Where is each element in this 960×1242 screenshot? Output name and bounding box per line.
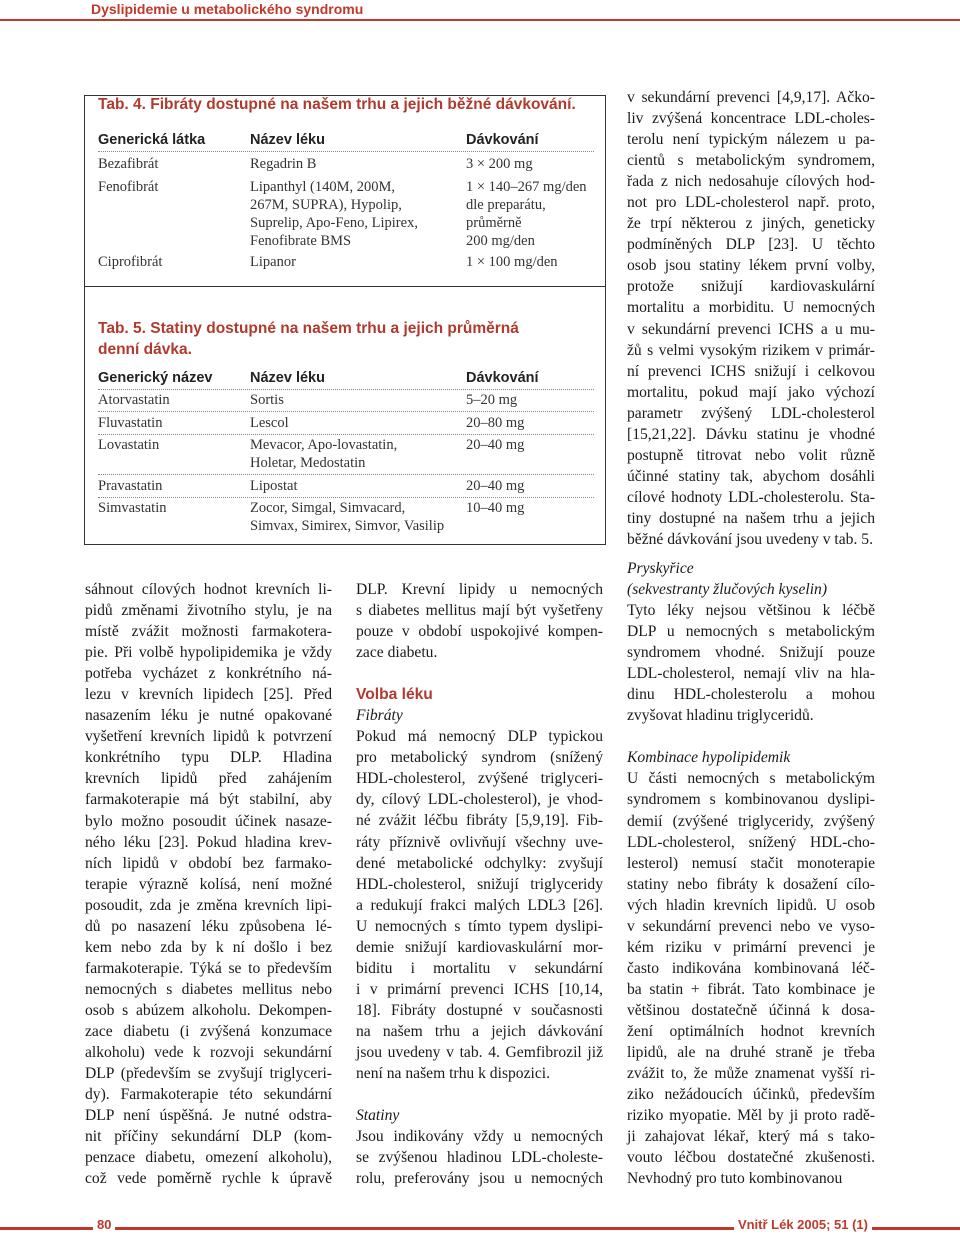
text-line: pie. Při volbě hypolipidemika je vždy	[85, 644, 332, 662]
text-line: podmíněných DLP [23]. U těchto	[627, 236, 875, 254]
text-line: osob jsou statiny lékem první volby,	[627, 257, 875, 275]
text-line: statiny nebo fibráty k dosažení cílo-	[627, 875, 875, 893]
text-line: často indikována kombinovaná léč-	[627, 959, 875, 977]
text-line: Jsou indikovány vždy u nemocných	[356, 1128, 603, 1146]
text-line: DLP. Krevní lipidy u nemocných	[356, 581, 603, 598]
text-line: i v primární prevenci ICHS [10,14,	[356, 980, 603, 998]
table5-title: Tab. 5. Statiny dostupné na našem trhu a jejich průměrná denní dávka.	[98, 320, 519, 358]
text-line: demie snižují kardiovaskulární mor-	[356, 938, 603, 956]
text-line: syndromem s kombinovanou dyslipi-	[627, 791, 875, 809]
text-line: řada z nich nedosahuje cílových hod-	[627, 173, 875, 191]
text-line: dinu HDL-cholesterolu a mohou	[627, 686, 875, 704]
table4-separator	[98, 151, 594, 152]
text-line: cientů s metabolickým syndromem,	[627, 152, 875, 170]
table5-row-separator	[98, 434, 594, 435]
table4-cell: Ciprofibrát	[98, 254, 163, 270]
running-header	[0, 0, 960, 20]
subheading-fibraty: Fibráty	[356, 707, 403, 725]
text-line: penzace diabetu, omezení alkoholu),	[85, 1149, 332, 1167]
table5-cell: Atorvastatin	[98, 392, 170, 408]
table5-cell: Simvastatin	[98, 500, 167, 516]
text-line: účinné statiny tak, abychom dosáhli	[627, 467, 875, 485]
text-line: DLP u nemocných s metabolickým	[627, 623, 875, 641]
text-line: vých hladin krevních lipidů. U osob	[627, 896, 875, 914]
text-line: nemocných s diabetes mellitus nebo	[85, 980, 332, 998]
table5-cell: 20–80 mg	[466, 415, 525, 431]
text-line: mortalitu a morbiditu. U nemocných	[627, 299, 875, 317]
text-line: dené metabolické odchylky: zvyšují	[356, 854, 603, 872]
subheading-statiny: Statiny	[356, 1107, 400, 1125]
table4-cell: Fenofibrát	[98, 179, 159, 195]
tables-box	[84, 95, 606, 545]
paragraph-gap	[356, 1084, 603, 1105]
text-line: žení optimálních hodnot krevních	[627, 1022, 875, 1040]
text-line: jsou uvedeny v tab. 4. Gemfibrozil již	[356, 1043, 603, 1061]
text-line: posoudit, zda je změna krevních lipi-	[85, 896, 332, 914]
text-line: ráty příznivě ovlivňují všechny uve-	[356, 833, 603, 851]
text-line: rolu, preferovány jsou u nemocných	[356, 1170, 603, 1188]
table4-header-col1: Generická látka	[98, 132, 206, 148]
text-line: zvyšovat hladinu triglyceridů.	[627, 707, 814, 725]
text-line: kém riziku v primární prevenci je	[627, 938, 875, 956]
table5-header-col1: Generický název	[98, 370, 213, 386]
text-line: lipidů, ale na druhé straně je třeba	[627, 1044, 875, 1062]
text-line: zvážit to, že může znamenat vyšší ri-	[627, 1065, 875, 1083]
table5-cell: Lovastatin	[98, 437, 160, 453]
text-line: v sekundární prevenci [4,9,17]. Ačko-	[627, 89, 875, 106]
table5-cell: 20–40 mg	[466, 437, 525, 453]
text-line: potřeba vycházet z konkrétního ná-	[85, 665, 332, 683]
text-line: nit příčiny sekundární DLP (kom-	[85, 1128, 332, 1146]
text-line: pidů změnami životního stylu, je na	[85, 602, 332, 620]
text-line: cílové hodnoty LDL-cholesterolu. Sta-	[627, 488, 875, 506]
table5-cell: 10–40 mg	[466, 500, 525, 516]
text-line: se zvýšenou hladinou LDL-choleste-	[356, 1149, 603, 1167]
table5-cell: Zocor, Simgal, Simvacard, Simvax, Simirex, Simvor, Vasilip	[250, 500, 445, 534]
text-line: Pokud má nemocný DLP typickou	[356, 728, 603, 746]
subheading-sekvestranty: (sekvestranty žlučových kyselin)	[627, 581, 828, 599]
text-line: parametr zvýšený LDL-cholesterol	[627, 404, 875, 422]
text-line: vouto léčbou dostatečné zkušenosti.	[627, 1149, 875, 1167]
table5-cell: Fluvastatin	[98, 415, 163, 431]
subheading-kombinace: Kombinace hypolipidemik	[627, 749, 791, 767]
text-line: konkrétního typu DLP. Hladina	[85, 749, 332, 767]
text-line: not pro LDL-cholesterol např. proto,	[627, 194, 875, 212]
text-line: biditu i mortalitu v sekundární	[356, 959, 603, 977]
paragraph-gap	[627, 726, 875, 747]
text-line: LDL-cholesterol, nemají vliv na hla-	[627, 665, 875, 683]
text-line: DLP není úspěšná. Je nutné odstra-	[85, 1107, 332, 1125]
running-header-title: Dyslipidemie u metabolického syndromu	[91, 1, 364, 17]
text-line: žů s velmi vysokým rizikem v primár-	[627, 341, 875, 359]
text-column-right-top	[627, 87, 875, 550]
text-line: bylo možno posoudit účinek nasaze-	[85, 812, 332, 830]
text-line: [15,21,22]. Dávku statinu je vhodné	[627, 425, 875, 443]
text-line: lezu v krevních lipidech [25]. Před	[85, 686, 332, 704]
table5-cell: Lescol	[250, 415, 289, 431]
text-line: ného léku [23]. Pokud hladina krev-	[85, 833, 332, 851]
text-line: zace diabetu (i zvýšená konzumace	[85, 1022, 332, 1040]
text-column-2	[356, 579, 603, 1189]
text-line: né zvážit léčbu fibráty [5,9,19]. Fib-	[356, 812, 603, 830]
text-line: syndromem vhodné. Snižují pouze	[627, 644, 875, 662]
text-line: U nemocných s tímto typem dyslipi-	[356, 917, 603, 935]
text-line: v sekundární prevenci ICHS a u mu-	[627, 320, 875, 338]
text-line: většinou dostatečně účinná k dosa-	[627, 1001, 875, 1019]
table5-row-separator	[98, 411, 594, 412]
text-line: lesterol) nemusí stačit monoterapie	[627, 854, 875, 872]
page-number: 80	[93, 1217, 115, 1232]
table4-cell: 3 × 200 mg	[466, 156, 533, 172]
text-line: ních lipidů v období bez farmako-	[85, 854, 332, 872]
table5-header-col2: Název léku	[250, 370, 325, 386]
text-line: farmakoterapie má být stabilní, aby	[85, 791, 332, 809]
text-line: není na našem trhu k dispozici.	[356, 1065, 551, 1083]
table4-cell: Lipanor	[250, 254, 296, 270]
text-line: pouze v období uspokojivé kompen-	[356, 623, 603, 641]
table4-cell: 1 × 140–267 mg/den dle preparátu, průměrně 200 mg/den	[466, 179, 587, 249]
table5-cell: Sortis	[250, 392, 284, 408]
table5-separator	[98, 389, 594, 390]
text-line: terapie výrazně kolísá, není možné	[85, 875, 332, 893]
text-line: protože snižují kardiovaskulární	[627, 278, 875, 296]
text-line: Nevhodný pro tuto kombinovanou	[627, 1170, 843, 1188]
text-line: riziko myopatie. Měl by ji proto radě-	[627, 1107, 875, 1125]
text-line: ji zahajovat lékař, který má s tako-	[627, 1128, 875, 1146]
table4-header-col3: Dávkování	[466, 132, 539, 148]
text-line: terolu není typickým nálezem u pa-	[627, 131, 875, 149]
text-line: U části nemocných s metabolickým	[627, 770, 875, 788]
text-line: alkoholu) vede k rozvoji sekundární	[85, 1044, 332, 1062]
text-line: DLP (především se zvyšují triglyceri-	[85, 1065, 332, 1083]
table5-cell: Lipostat	[250, 478, 298, 494]
subheading-pryskyrice: Pryskyřice	[627, 560, 694, 577]
text-line: což vede poměrně rychle k úpravě	[85, 1170, 332, 1188]
text-line: farmakoterapie. Týká se to především	[85, 959, 332, 977]
text-line: a redukují frakci malých LDL3 [26].	[356, 896, 603, 914]
text-line: v sekundární prevenci nebo ve vyso-	[627, 917, 875, 935]
text-line: HDL-cholesterol, snižují triglyceridy	[356, 875, 603, 893]
text-line: pro metabolický syndrom (snížený	[356, 749, 603, 767]
text-line: ziko nežádoucích účinků, především	[627, 1086, 875, 1104]
text-line: s diabetes mellitus mají být vyšetřeny	[356, 602, 603, 620]
text-line: místě zvážit možnosti farmakotera-	[85, 623, 332, 641]
table5-row-separator	[98, 497, 594, 498]
text-line: kem nebo zda by k ní došlo i bez	[85, 938, 332, 956]
table4-cell: Lipanthyl (140M, 200M, 267M, SUPRA), Hypolip, Suprelip, Apo-Feno, Lipirex, Fenofibrate BMS	[250, 179, 418, 249]
text-line: běžné dávkování jsou uvedeny v tab. 5.	[627, 530, 873, 548]
text-line: ba statin + fibrát. Tato kombinace je	[627, 980, 875, 998]
running-header-rule	[0, 19, 960, 21]
text-line: liv zvýšená koncentrace LDL-choles-	[627, 110, 875, 128]
table4-title: Tab. 4. Fibráty dostupné na našem trhu a jejich běžné dávkování.	[98, 96, 576, 113]
text-line: osob s abúzem alkoholu. Dekompen-	[85, 1001, 332, 1019]
text-line: Tyto léky nejsou většinou k léčbě	[627, 602, 875, 620]
table5-row-separator	[98, 474, 594, 475]
table5-header-col3: Dávkování	[466, 370, 539, 386]
text-line: postupně titrovat nebo volit různě	[627, 446, 875, 464]
text-line: na našem trhu a jejich dávkování	[356, 1022, 603, 1040]
text-line: vyšetření krevních lipidů k potvrzení	[85, 728, 332, 746]
text-line: tiny dostupné na našem trhu a jejich	[627, 509, 875, 527]
text-line: HDL-cholesterol, zvýšené triglyceri-	[356, 770, 603, 788]
table5-cell: 20–40 mg	[466, 478, 525, 494]
section-heading-volba-leku: Volba léku	[356, 686, 433, 704]
table4-header-col2: Název léku	[250, 132, 325, 148]
text-line: 18]. Fibráty dostupné v současnosti	[356, 1001, 603, 1019]
table5-cell: Mevacor, Apo-lovastatin, Holetar, Medostatin	[250, 437, 398, 471]
text-line: dů po nasazení léku způsobena lé-	[85, 917, 332, 935]
text-line: LDL-cholesterol, snížený HDL-cho-	[627, 833, 875, 851]
journal-citation: Vnitř Lék 2005; 51 (1)	[734, 1217, 872, 1232]
text-line: zace diabetu.	[356, 644, 438, 662]
text-line: ní prevenci ICHS snižují i celkovou	[627, 362, 875, 380]
text-line: že trpí některou z jiných, geneticky	[627, 215, 875, 233]
text-line: sáhnout cílových hodnot krevních li-	[85, 581, 332, 598]
text-column-3	[627, 558, 875, 1189]
text-column-1	[85, 579, 332, 1189]
paragraph-gap	[356, 663, 603, 684]
text-line: demií (zvýšené triglyceridy, zvýšený	[627, 812, 875, 830]
table4-cell: 1 × 100 mg/den	[466, 254, 558, 270]
table4-cell: Regadrin B	[250, 156, 317, 172]
table4-cell: Bezafibrát	[98, 156, 159, 172]
text-line: krevních lipidů před zahájením	[85, 770, 332, 788]
text-line: dy, cílový LDL-cholesterol), je vhod-	[356, 791, 603, 809]
text-line: mortalitu, pokud mají jako výchozí	[627, 383, 875, 401]
table-divider	[85, 286, 605, 287]
text-line: nasazením léku je nutné opakované	[85, 707, 332, 725]
table5-cell: Pravastatin	[98, 478, 163, 494]
text-line: dy). Farmakoterapie této sekundární	[85, 1086, 332, 1104]
table5-cell: 5–20 mg	[466, 392, 518, 408]
